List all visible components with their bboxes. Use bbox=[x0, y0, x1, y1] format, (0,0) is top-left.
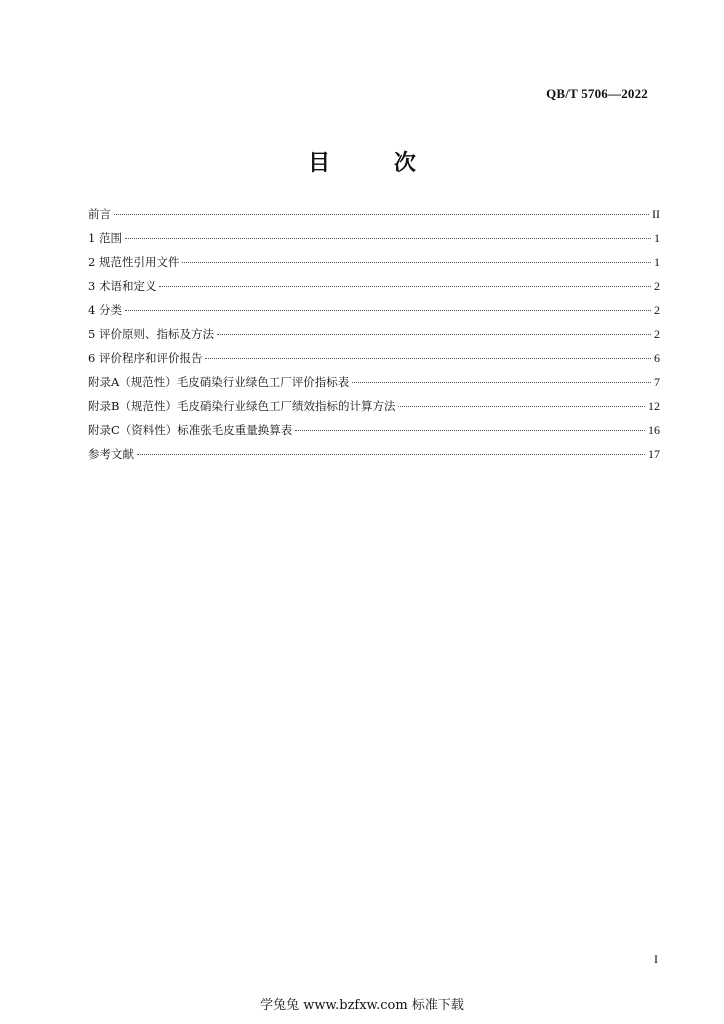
toc-entry[interactable] bbox=[88, 420, 660, 444]
toc-leader-dots bbox=[159, 286, 651, 287]
toc-entry-page: 7 bbox=[654, 375, 660, 389]
toc-entry-page: 17 bbox=[648, 447, 660, 461]
toc-entry[interactable] bbox=[88, 300, 660, 324]
page-title: 目 次 bbox=[308, 151, 444, 176]
toc-entry[interactable] bbox=[88, 396, 660, 420]
toc-entry[interactable] bbox=[88, 204, 660, 228]
toc-entry-label: 1 范围 bbox=[88, 231, 122, 245]
toc-entry-page: 1 bbox=[654, 255, 660, 269]
toc-entry-label: 参考文献 bbox=[88, 447, 134, 461]
page-number: I bbox=[654, 952, 658, 966]
toc-entry-label: 前言 bbox=[88, 207, 111, 221]
toc-entry[interactable] bbox=[88, 348, 660, 372]
toc-leader-dots bbox=[114, 214, 649, 215]
toc-entry-label: 6 评价程序和评价报告 bbox=[88, 351, 203, 365]
toc-entry-label: 5 评价原则、指标及方法 bbox=[88, 327, 214, 341]
toc-entry[interactable] bbox=[88, 252, 660, 276]
toc-entry-label: 2 规范性引用文件 bbox=[88, 255, 180, 269]
toc-entry-page: 6 bbox=[654, 351, 660, 365]
toc-entry-label: 附录B（规范性）毛皮硝染行业绿色工厂绩效指标的计算方法 bbox=[88, 399, 396, 413]
toc-entry-page: 16 bbox=[648, 423, 660, 437]
toc-entry[interactable] bbox=[88, 228, 660, 252]
toc-entry-page: 2 bbox=[654, 279, 660, 293]
toc-leader-dots bbox=[205, 358, 651, 359]
toc-leader-dots bbox=[137, 454, 645, 455]
toc-leader-dots bbox=[217, 334, 651, 335]
standard-code: QB/T 5706—2022 bbox=[546, 86, 648, 101]
toc-entry[interactable] bbox=[88, 372, 660, 396]
toc-leader-dots bbox=[125, 310, 651, 311]
toc-entry-page: 2 bbox=[654, 327, 660, 341]
toc-leader-dots bbox=[398, 406, 645, 407]
toc-entry-page: 12 bbox=[648, 399, 660, 413]
toc-entry-page: II bbox=[652, 207, 660, 221]
toc-leader-dots bbox=[125, 238, 651, 239]
toc-leader-dots bbox=[352, 382, 651, 383]
toc-entry-label: 4 分类 bbox=[88, 303, 122, 317]
toc-entry-page: 1 bbox=[654, 231, 660, 245]
toc-leader-dots bbox=[295, 430, 645, 431]
toc-leader-dots bbox=[182, 262, 651, 263]
toc-entry-label: 附录C（资料性）标准张毛皮重量换算表 bbox=[88, 423, 293, 437]
toc-entry[interactable] bbox=[88, 324, 660, 348]
toc-entry-label: 附录A（规范性）毛皮硝染行业绿色工厂评价指标表 bbox=[88, 375, 350, 389]
toc-entry[interactable] bbox=[88, 276, 660, 300]
watermark-text: 学兔兔 www.bzfxw.com 标准下载 bbox=[260, 998, 464, 1013]
toc-entry[interactable] bbox=[88, 444, 660, 468]
toc-entry-page: 2 bbox=[654, 303, 660, 317]
table-of-contents bbox=[88, 204, 660, 468]
toc-entry-label: 3 术语和定义 bbox=[88, 279, 157, 293]
